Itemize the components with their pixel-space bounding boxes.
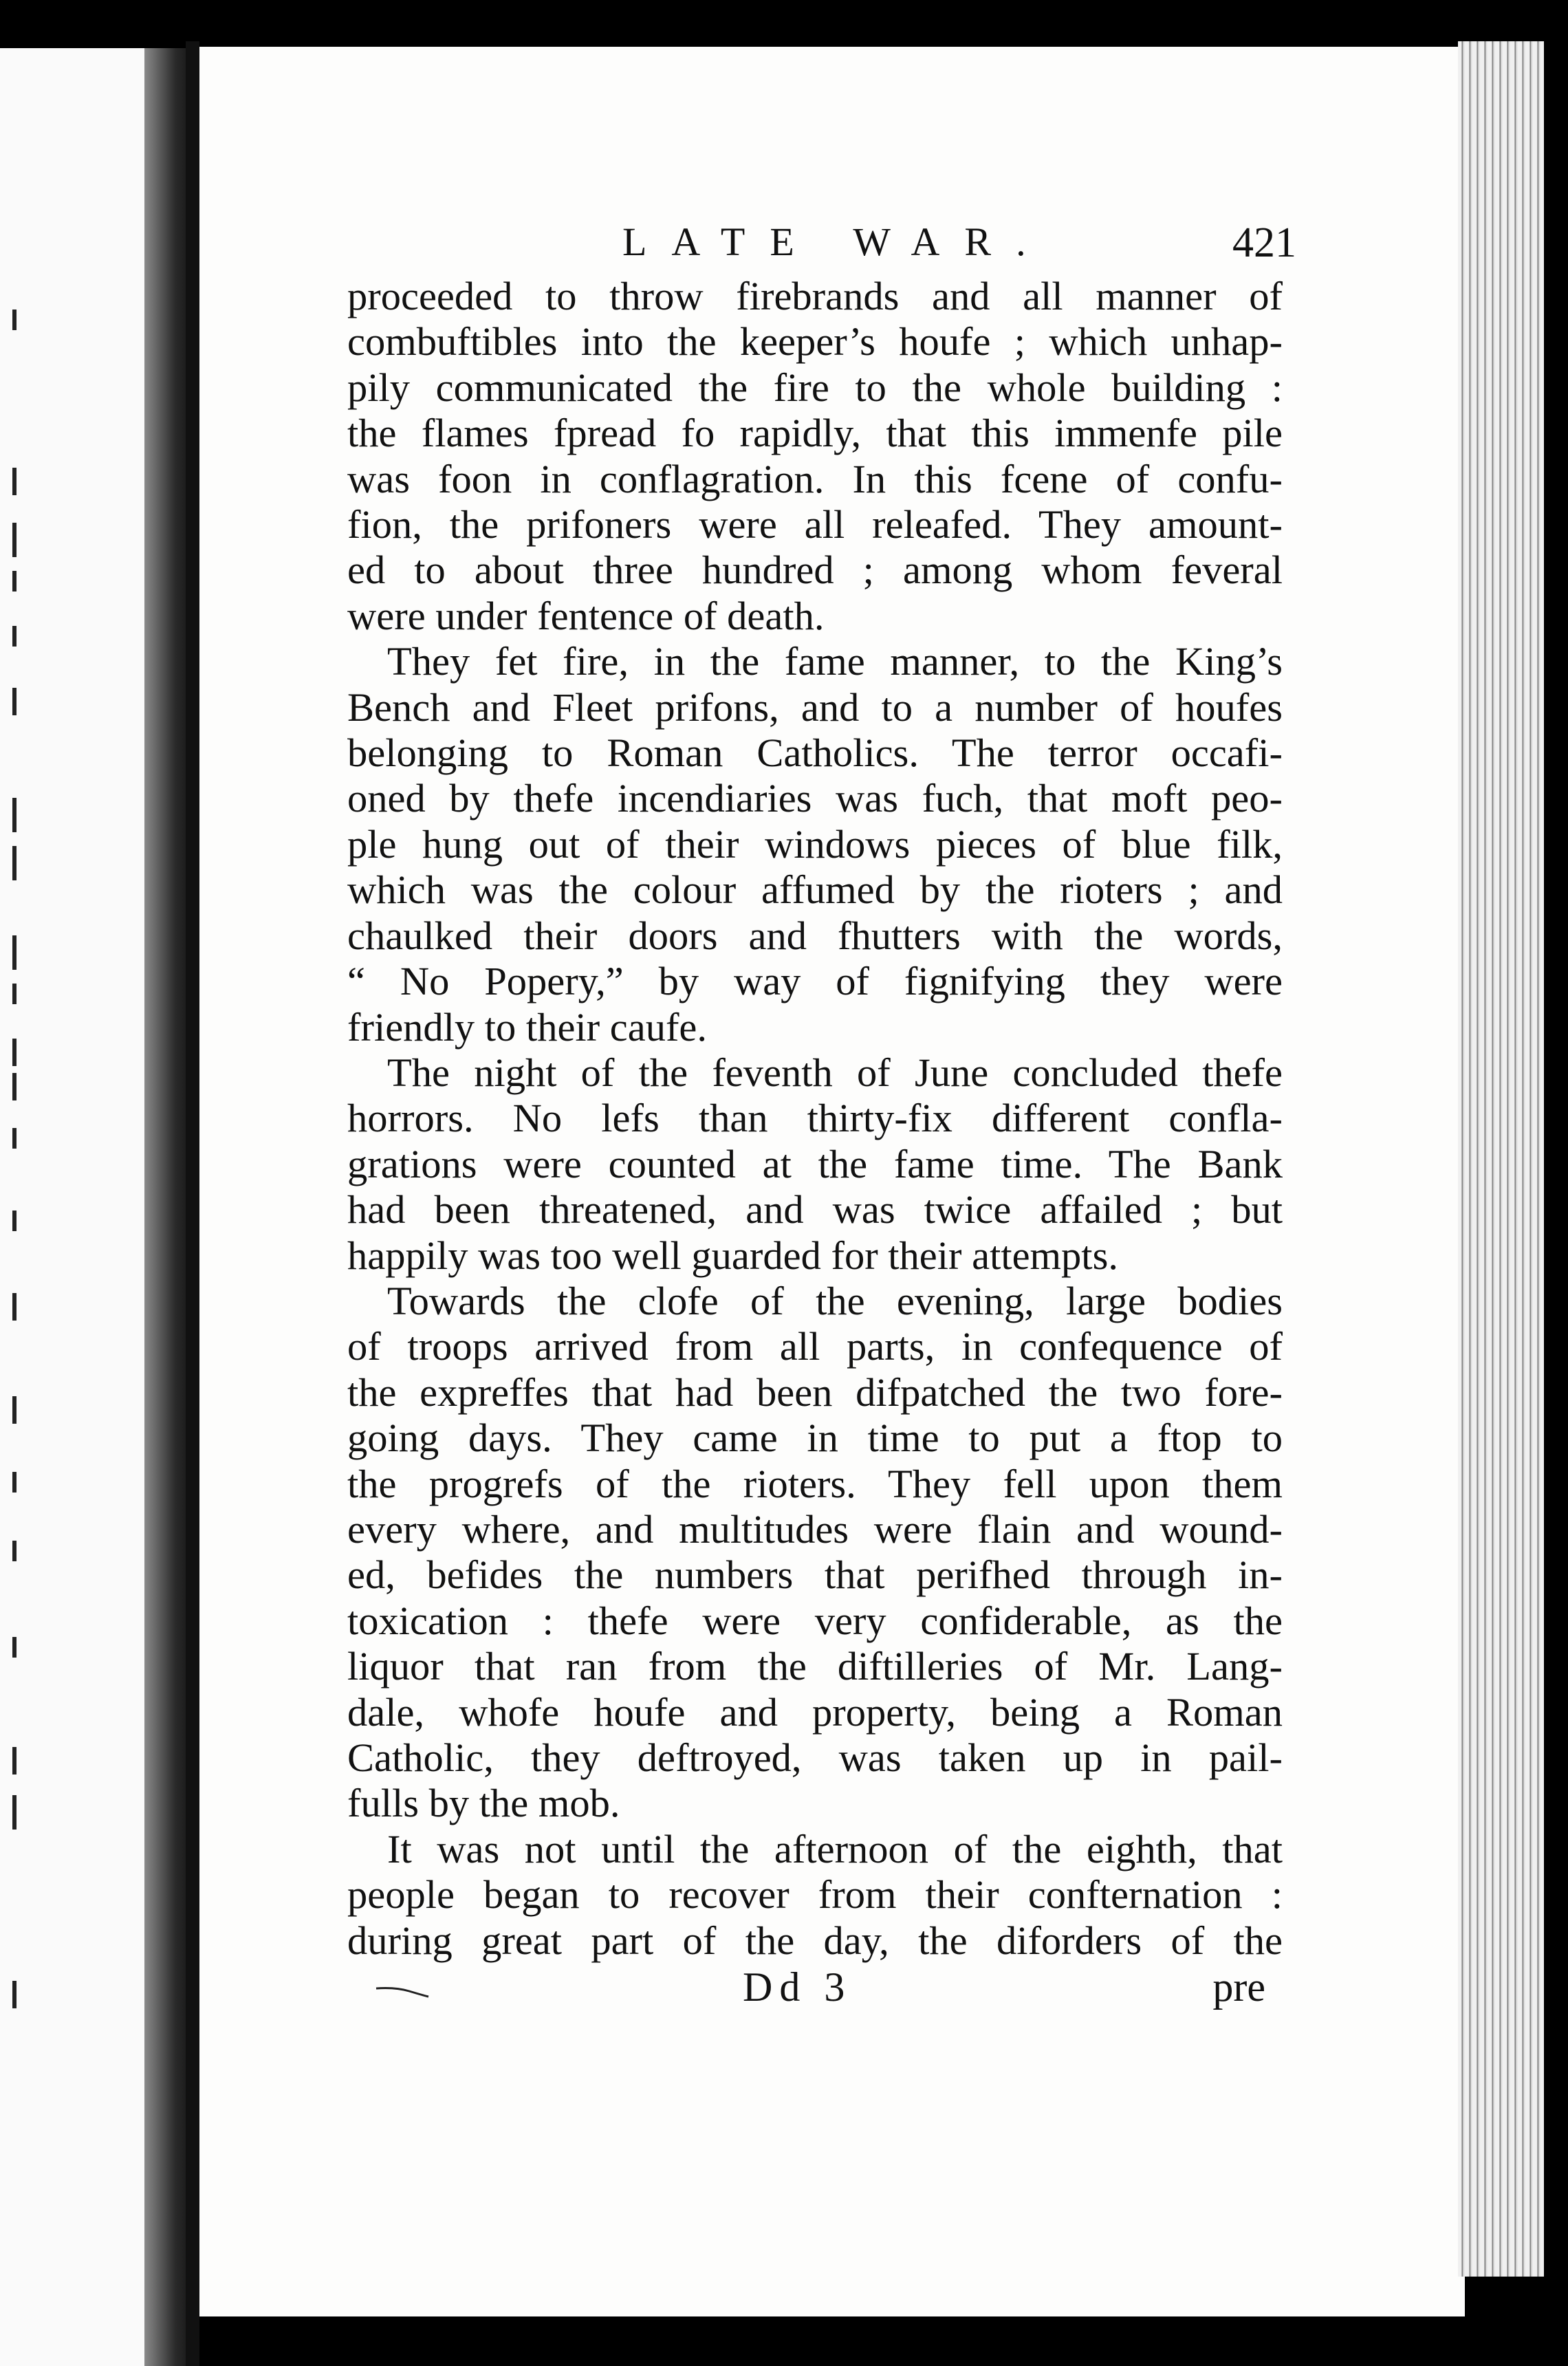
running-head: LATE WAR.: [622, 219, 1051, 264]
text-line: people began to recover from their confternation :: [347, 1872, 1283, 1918]
text-line: toxication : thefe were very confiderable, as the: [347, 1598, 1283, 1643]
text-line: fion, the prifoners were all releafed. They amount-: [347, 502, 1283, 547]
text-line: the progrefs of the rioters. They fell upon them: [347, 1461, 1283, 1506]
text-line: every where, and multitudes were flain and wound-: [347, 1506, 1283, 1552]
text-line: Towards the clofe of the evening, large bodies: [387, 1278, 1283, 1323]
page-edges: [1458, 41, 1544, 2277]
text-line: dale, whofe houfe and property, being a Roman: [347, 1689, 1283, 1735]
text-line: happily was too well guarded for their attempts.: [347, 1233, 1118, 1278]
text-line: ple hung out of their windows pieces of blue filk,: [347, 821, 1283, 867]
ink-mark-icon: [375, 1984, 430, 1998]
text-line: ed, befides the numbers that perifhed through in-: [347, 1552, 1283, 1598]
text-line: had been threatened, and was twice affailed ; but: [347, 1187, 1283, 1233]
text-line: the expreffes that had been difpatched the two fore-: [347, 1369, 1283, 1415]
text-line: proceeded to throw firebrands and all manner of: [347, 274, 1283, 318]
text-line: of troops arrived from all parts, in confequence of: [347, 1324, 1283, 1369]
text-line: during great part of the day, the diforders of the: [347, 1918, 1283, 1963]
text-line: pily communicated the fire to the whole building :: [347, 365, 1283, 410]
text-line: belonging to Roman Catholics. The terror occafi-: [347, 730, 1283, 776]
text-line: was foon in conflagration. In this fcene of confu-: [347, 456, 1283, 501]
text-line: oned by thefe incendiaries was fuch, that moft peo-: [347, 776, 1283, 821]
text-line: Catholic, they deftroyed, was taken up in pail-: [347, 1735, 1283, 1780]
text-line: Bench and Fleet prifons, and to a number of houfes: [347, 684, 1283, 730]
text-line: liquor that ran from the diftilleries of Mr. Lang-: [347, 1644, 1283, 1689]
catchword: pre: [1212, 1964, 1265, 2010]
body-text: [347, 274, 1283, 1964]
text-line: horrors. No lefs than thirty-fix different confla-: [347, 1096, 1283, 1141]
text-line: They fet fire, in the fame manner, to the King’s: [387, 639, 1283, 684]
page-footer: [347, 1964, 1283, 2019]
text-line: “ No Popery,” by way of fignifying they were: [347, 959, 1283, 1004]
text-line: friendly to their caufe.: [347, 1004, 708, 1050]
text-line: going days. They came in time to put a ftop to: [347, 1415, 1283, 1461]
text-line: The night of the feventh of June concluded thefe: [387, 1050, 1283, 1095]
signature-mark: Dd 3: [743, 1964, 852, 2010]
text-line: which was the colour affumed by the rioters ; and: [347, 867, 1283, 913]
text-line: It was not until the afternoon of the eighth, that: [387, 1826, 1283, 1871]
text-line: fulls by the mob.: [347, 1781, 620, 1826]
page-number: 421: [1232, 219, 1296, 266]
text-line: chaulked their doors and fhutters with the words,: [347, 913, 1283, 958]
text-line: grations were counted at the fame time. The Bank: [347, 1141, 1283, 1186]
text-line: combuftibles into the keeper’s houfe ; which unhap-: [347, 319, 1283, 365]
text-line: ed to about three hundred ; among whom feveral: [347, 547, 1283, 593]
text-line: were under fentence of death.: [347, 593, 825, 638]
page-header: [622, 219, 1296, 281]
gutter: [186, 41, 199, 2366]
text-line: the flames fpread fo rapidly, that this immenfe pile: [347, 411, 1283, 456]
